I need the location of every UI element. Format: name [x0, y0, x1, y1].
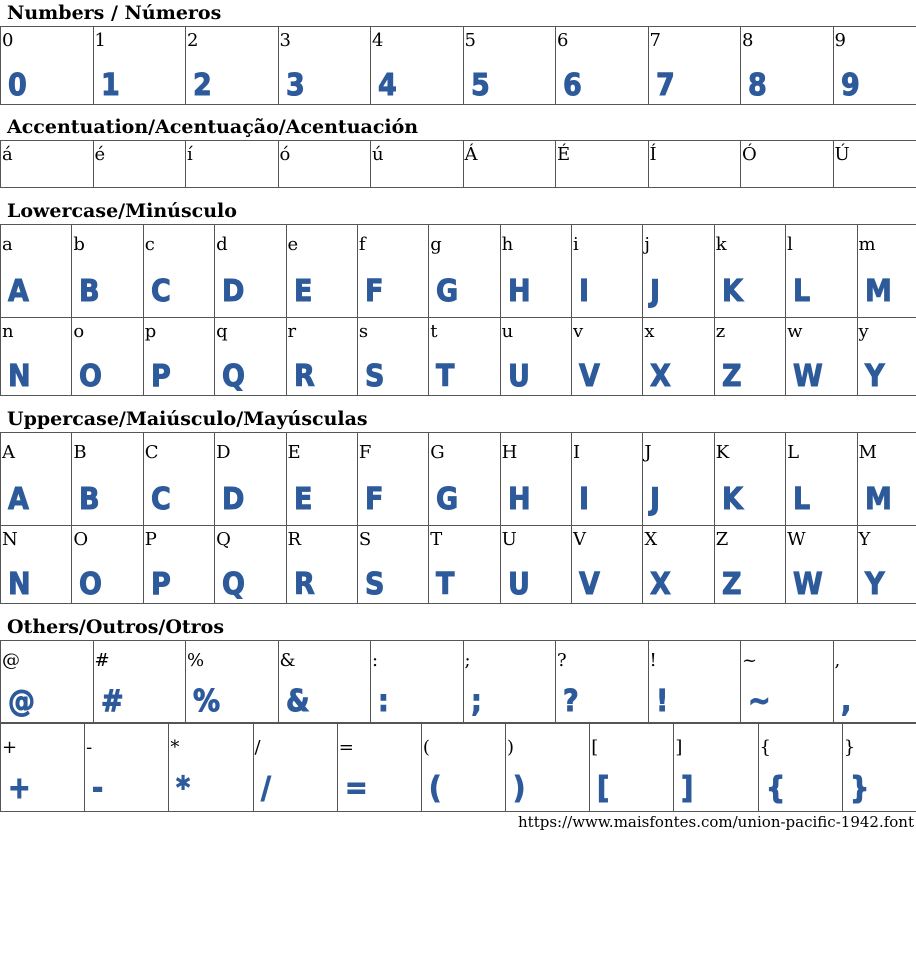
glyph-sample: - — [92, 771, 104, 806]
glyph-sample: & — [285, 684, 310, 719]
glyph-cell — [215, 318, 286, 396]
others-grid-row2 — [0, 723, 916, 812]
glyph-label: 5 — [464, 30, 476, 51]
section-title-numbers: Numbers / Números — [7, 2, 222, 24]
glyph-sample: ) — [513, 771, 526, 806]
glyph-sample: A — [8, 274, 29, 309]
glyph-cell — [286, 526, 357, 604]
glyph-cell — [1, 27, 94, 105]
glyph-sample: B — [79, 274, 100, 309]
glyph-label: % — [187, 650, 205, 671]
glyph-label: K — [715, 442, 730, 463]
glyph-cell — [758, 724, 842, 812]
glyph-label: r — [287, 321, 297, 342]
glyph-cell — [857, 318, 916, 396]
source-url: https://www.maisfontes.com/union-pacific-1942.font — [518, 813, 914, 831]
glyph-sample: X — [650, 359, 672, 394]
glyph-cell — [833, 641, 916, 723]
uppercase-grid — [0, 432, 916, 604]
glyph-sample: # — [100, 684, 124, 719]
glyph-cell — [286, 225, 357, 318]
glyph-row — [1, 433, 916, 526]
glyph-sample: : — [378, 684, 389, 719]
glyph-sample: % — [193, 684, 221, 719]
glyph-label: [ — [591, 737, 599, 758]
glyph-sample: Q — [222, 567, 246, 602]
glyph-label: k — [715, 234, 727, 255]
glyph-cell — [371, 141, 464, 188]
glyph-label: v — [573, 321, 584, 342]
glyph-cell — [429, 433, 500, 526]
glyph-sample: G — [436, 482, 459, 517]
glyph-cell — [1, 641, 94, 723]
glyph-sample: I — [579, 482, 590, 517]
glyph-cell — [500, 433, 571, 526]
glyph-sample: L — [793, 274, 811, 309]
glyph-sample: E — [293, 482, 312, 517]
glyph-label: ( — [422, 737, 430, 758]
lowercase-grid — [0, 224, 916, 396]
glyph-sample: O — [79, 359, 103, 394]
glyph-label: s — [358, 321, 369, 342]
glyph-label: Ó — [742, 144, 757, 165]
glyph-cell — [429, 526, 500, 604]
section-title-accents: Accentuation/Acentuação/Acentuación — [7, 116, 419, 138]
glyph-sample: K — [721, 482, 743, 517]
glyph-label: V — [573, 529, 586, 550]
glyph-cell — [648, 27, 741, 105]
glyph-cell — [215, 225, 286, 318]
glyph-label: 6 — [557, 30, 569, 51]
glyph-cell — [741, 27, 834, 105]
glyph-label: 3 — [279, 30, 291, 51]
glyph-label: i — [573, 234, 579, 255]
glyph-sample: 6 — [563, 68, 582, 103]
glyph-label: O — [73, 529, 89, 550]
glyph-label: * — [170, 737, 180, 758]
glyph-cell — [590, 724, 674, 812]
glyph-label: e — [287, 234, 299, 255]
glyph-sample: F — [364, 482, 384, 517]
glyph-label: ú — [372, 144, 384, 165]
glyph-cell — [421, 724, 505, 812]
glyph-cell — [786, 433, 857, 526]
glyph-sample: I — [579, 274, 590, 309]
glyph-label: & — [279, 650, 296, 671]
glyph-label: E — [287, 442, 301, 463]
glyph-sample: V — [579, 359, 600, 394]
glyph-cell — [714, 433, 785, 526]
glyph-sample: U — [507, 359, 530, 394]
glyph-sample: L — [793, 482, 811, 517]
glyph-sample: C — [150, 274, 171, 309]
glyph-sample: , — [840, 684, 851, 719]
glyph-row — [1, 318, 916, 396]
glyph-label: í — [187, 144, 193, 165]
glyph-cell — [500, 225, 571, 318]
glyph-sample: N — [8, 359, 31, 394]
glyph-row — [1, 141, 916, 188]
glyph-sample: H — [507, 482, 531, 517]
glyph-label: t — [430, 321, 438, 342]
glyph-sample: / — [260, 771, 271, 806]
glyph-cell — [643, 526, 714, 604]
glyph-cell — [648, 141, 741, 188]
glyph-cell — [286, 318, 357, 396]
glyph-sample: W — [793, 359, 823, 394]
glyph-sample: J — [650, 274, 661, 309]
glyph-label: 7 — [649, 30, 661, 51]
glyph-label: p — [144, 321, 157, 342]
glyph-sample: D — [222, 482, 245, 517]
glyph-cell — [572, 318, 643, 396]
glyph-cell — [186, 141, 279, 188]
glyph-label: ! — [649, 650, 657, 671]
glyph-cell — [714, 225, 785, 318]
glyph-cell — [572, 433, 643, 526]
glyph-cell — [463, 641, 556, 723]
glyph-cell — [648, 641, 741, 723]
glyph-cell — [371, 27, 464, 105]
glyph-cell — [72, 433, 143, 526]
glyph-label: X — [644, 529, 658, 550]
glyph-label: w — [787, 321, 803, 342]
glyph-cell — [1, 433, 72, 526]
glyph-label: J — [644, 442, 652, 463]
glyph-cell — [143, 526, 214, 604]
glyph-cell — [371, 641, 464, 723]
glyph-label: ] — [675, 737, 683, 758]
glyph-cell — [463, 141, 556, 188]
glyph-label: 1 — [94, 30, 106, 51]
glyph-cell — [253, 724, 337, 812]
others-grid-row1 — [0, 640, 916, 723]
glyph-label: Í — [649, 144, 657, 165]
glyph-sample: @ — [8, 684, 35, 719]
glyph-label: , — [834, 650, 841, 671]
glyph-label: F — [358, 442, 372, 463]
glyph-row — [1, 724, 916, 812]
glyph-label: } — [843, 737, 856, 758]
glyph-cell — [93, 27, 186, 105]
glyph-cell — [572, 526, 643, 604]
glyph-cell — [357, 318, 428, 396]
glyph-label: Q — [216, 529, 231, 550]
glyph-label: ~ — [742, 650, 758, 671]
glyph-sample: } — [849, 771, 869, 806]
glyph-cell — [93, 641, 186, 723]
glyph-cell — [278, 27, 371, 105]
glyph-sample: Q — [222, 359, 246, 394]
glyph-label: : — [372, 650, 379, 671]
glyph-cell — [500, 318, 571, 396]
glyph-sample: D — [222, 274, 245, 309]
glyph-cell — [714, 318, 785, 396]
glyph-label: é — [94, 144, 106, 165]
glyph-label: N — [2, 529, 18, 550]
glyph-sample: 0 — [8, 68, 27, 103]
glyph-row — [1, 27, 916, 105]
glyph-label: ó — [279, 144, 291, 165]
glyph-cell — [357, 225, 428, 318]
glyph-sample: + — [8, 771, 31, 806]
glyph-cell — [786, 225, 857, 318]
glyph-label: É — [557, 144, 571, 165]
glyph-cell — [186, 27, 279, 105]
glyph-cell — [72, 526, 143, 604]
glyph-label: # — [94, 650, 110, 671]
glyph-sample: Z — [721, 567, 742, 602]
glyph-cell — [1, 141, 94, 188]
glyph-label: f — [358, 234, 366, 255]
glyph-sample: Y — [864, 359, 885, 394]
glyph-row — [1, 526, 916, 604]
glyph-sample: E — [293, 274, 312, 309]
glyph-label: S — [358, 529, 372, 550]
glyph-cell — [143, 433, 214, 526]
glyph-label: z — [715, 321, 726, 342]
glyph-sample: 3 — [285, 68, 305, 103]
glyph-label: D — [216, 442, 231, 463]
glyph-label: ; — [464, 650, 471, 671]
glyph-sample: ; — [470, 684, 482, 719]
glyph-label: M — [858, 442, 877, 463]
glyph-cell — [500, 526, 571, 604]
glyph-row — [1, 641, 916, 723]
glyph-label: I — [573, 442, 581, 463]
glyph-label: A — [2, 442, 15, 463]
glyph-label: 9 — [834, 30, 846, 51]
glyph-sample: 5 — [470, 68, 490, 103]
glyph-cell — [143, 318, 214, 396]
glyph-label: L — [787, 442, 800, 463]
glyph-label: á — [2, 144, 13, 165]
glyph-cell — [278, 141, 371, 188]
glyph-label: c — [144, 234, 155, 255]
glyph-sample: G — [436, 274, 459, 309]
glyph-cell — [72, 318, 143, 396]
glyph-label: T — [430, 529, 443, 550]
glyph-row — [1, 225, 916, 318]
glyph-label: h — [501, 234, 514, 255]
glyph-sample: J — [650, 482, 661, 517]
glyph-label: ) — [507, 737, 515, 758]
glyph-cell — [741, 141, 834, 188]
glyph-cell — [786, 526, 857, 604]
glyph-label: q — [216, 321, 228, 342]
glyph-cell — [643, 225, 714, 318]
glyph-sample: * — [176, 771, 191, 806]
glyph-label: o — [73, 321, 85, 342]
glyph-label: G — [430, 442, 445, 463]
glyph-cell — [429, 225, 500, 318]
glyph-sample: K — [721, 274, 743, 309]
glyph-cell — [1, 724, 85, 812]
glyph-cell — [463, 27, 556, 105]
glyph-label: y — [858, 321, 869, 342]
glyph-cell — [286, 433, 357, 526]
glyph-cell — [1, 225, 72, 318]
glyph-label: P — [144, 529, 157, 550]
glyph-cell — [741, 641, 834, 723]
glyph-label: 8 — [742, 30, 754, 51]
glyph-sample: Y — [864, 567, 885, 602]
glyph-sample: S — [364, 359, 385, 394]
glyph-sample: P — [150, 567, 171, 602]
glyph-sample: O — [79, 567, 103, 602]
glyph-label: j — [644, 234, 650, 255]
glyph-cell — [72, 225, 143, 318]
section-title-lowercase: Lowercase/Minúsculo — [7, 200, 237, 222]
glyph-sample: X — [650, 567, 672, 602]
glyph-label: H — [501, 442, 518, 463]
glyph-cell — [278, 641, 371, 723]
glyph-cell — [556, 141, 649, 188]
glyph-label: Y — [858, 529, 871, 550]
section-title-uppercase: Uppercase/Maiúsculo/Mayúsculas — [7, 408, 368, 430]
glyph-label: x — [644, 321, 655, 342]
glyph-label: m — [858, 234, 876, 255]
glyph-label: W — [787, 529, 806, 550]
glyph-cell — [556, 27, 649, 105]
glyph-label: Á — [464, 144, 478, 165]
glyph-label: C — [144, 442, 159, 463]
glyph-cell — [857, 433, 916, 526]
glyph-cell — [506, 724, 590, 812]
glyph-label: Z — [715, 529, 729, 550]
glyph-label: + — [2, 737, 18, 758]
glyph-sample: ? — [563, 684, 579, 719]
glyph-cell — [833, 27, 916, 105]
glyph-label: u — [501, 321, 514, 342]
glyph-sample: N — [8, 567, 31, 602]
glyph-sample: ] — [681, 771, 694, 806]
glyph-sample: W — [793, 567, 823, 602]
glyph-sample: U — [507, 567, 530, 602]
glyph-cell — [643, 433, 714, 526]
glyph-label: @ — [2, 650, 20, 671]
glyph-cell — [169, 724, 253, 812]
glyph-label: Ú — [834, 144, 850, 165]
glyph-sample: [ — [597, 771, 610, 806]
glyph-label: = — [338, 737, 354, 758]
glyph-cell — [674, 724, 758, 812]
glyph-sample: A — [8, 482, 29, 517]
glyph-sample: ~ — [748, 684, 771, 719]
glyph-sample: S — [364, 567, 385, 602]
glyph-sample: V — [579, 567, 600, 602]
glyph-label: - — [86, 737, 93, 758]
glyph-cell — [1, 318, 72, 396]
glyph-sample: 7 — [655, 68, 675, 103]
glyph-sample: H — [507, 274, 531, 309]
glyph-sample: 2 — [193, 68, 212, 103]
glyph-sample: 4 — [378, 68, 397, 103]
glyph-label: 0 — [2, 30, 14, 51]
glyph-sample: = — [344, 771, 368, 806]
glyph-cell — [143, 225, 214, 318]
glyph-cell — [429, 318, 500, 396]
glyph-label: a — [2, 234, 13, 255]
glyph-sample: C — [150, 482, 171, 517]
glyph-sample: 9 — [840, 68, 860, 103]
glyph-cell — [643, 318, 714, 396]
glyph-cell — [357, 526, 428, 604]
glyph-sample: M — [864, 482, 892, 517]
glyph-sample: B — [79, 482, 100, 517]
glyph-sample: ! — [655, 684, 668, 719]
glyph-label: n — [2, 321, 14, 342]
glyph-cell — [833, 141, 916, 188]
glyph-cell — [215, 433, 286, 526]
glyph-cell — [357, 433, 428, 526]
section-title-others: Others/Outros/Otros — [7, 616, 225, 638]
glyph-cell — [857, 225, 916, 318]
glyph-cell — [85, 724, 169, 812]
glyph-sample: 8 — [748, 68, 767, 103]
glyph-sample: R — [293, 359, 315, 394]
glyph-sample: R — [293, 567, 315, 602]
glyph-sample: F — [364, 274, 384, 309]
glyph-label: R — [287, 529, 302, 550]
glyph-label: l — [787, 234, 793, 255]
glyph-cell — [93, 141, 186, 188]
glyph-cell — [1, 526, 72, 604]
glyph-cell — [714, 526, 785, 604]
glyph-label: g — [430, 234, 442, 255]
glyph-label: U — [501, 529, 517, 550]
glyph-sample: 1 — [100, 68, 120, 103]
glyph-sample: T — [436, 567, 455, 602]
glyph-label: 2 — [187, 30, 199, 51]
glyph-label: ? — [557, 650, 567, 671]
glyph-label: b — [73, 234, 85, 255]
glyph-label: / — [254, 737, 261, 758]
glyph-cell — [337, 724, 421, 812]
glyph-sample: M — [864, 274, 892, 309]
glyph-sample: P — [150, 359, 171, 394]
glyph-cell — [786, 318, 857, 396]
glyph-cell — [857, 526, 916, 604]
glyph-label: 4 — [372, 30, 384, 51]
glyph-label: d — [216, 234, 228, 255]
glyph-sample: Z — [721, 359, 742, 394]
glyph-cell — [572, 225, 643, 318]
glyph-label: { — [759, 737, 771, 758]
glyph-cell — [842, 724, 916, 812]
glyph-label: B — [73, 442, 87, 463]
numbers-grid — [0, 26, 916, 105]
glyph-cell — [215, 526, 286, 604]
glyph-sample: T — [436, 359, 455, 394]
glyph-cell — [186, 641, 279, 723]
accents-grid — [0, 140, 916, 188]
glyph-sample: ( — [428, 771, 442, 806]
glyph-cell — [556, 641, 649, 723]
glyph-sample: { — [765, 771, 785, 806]
